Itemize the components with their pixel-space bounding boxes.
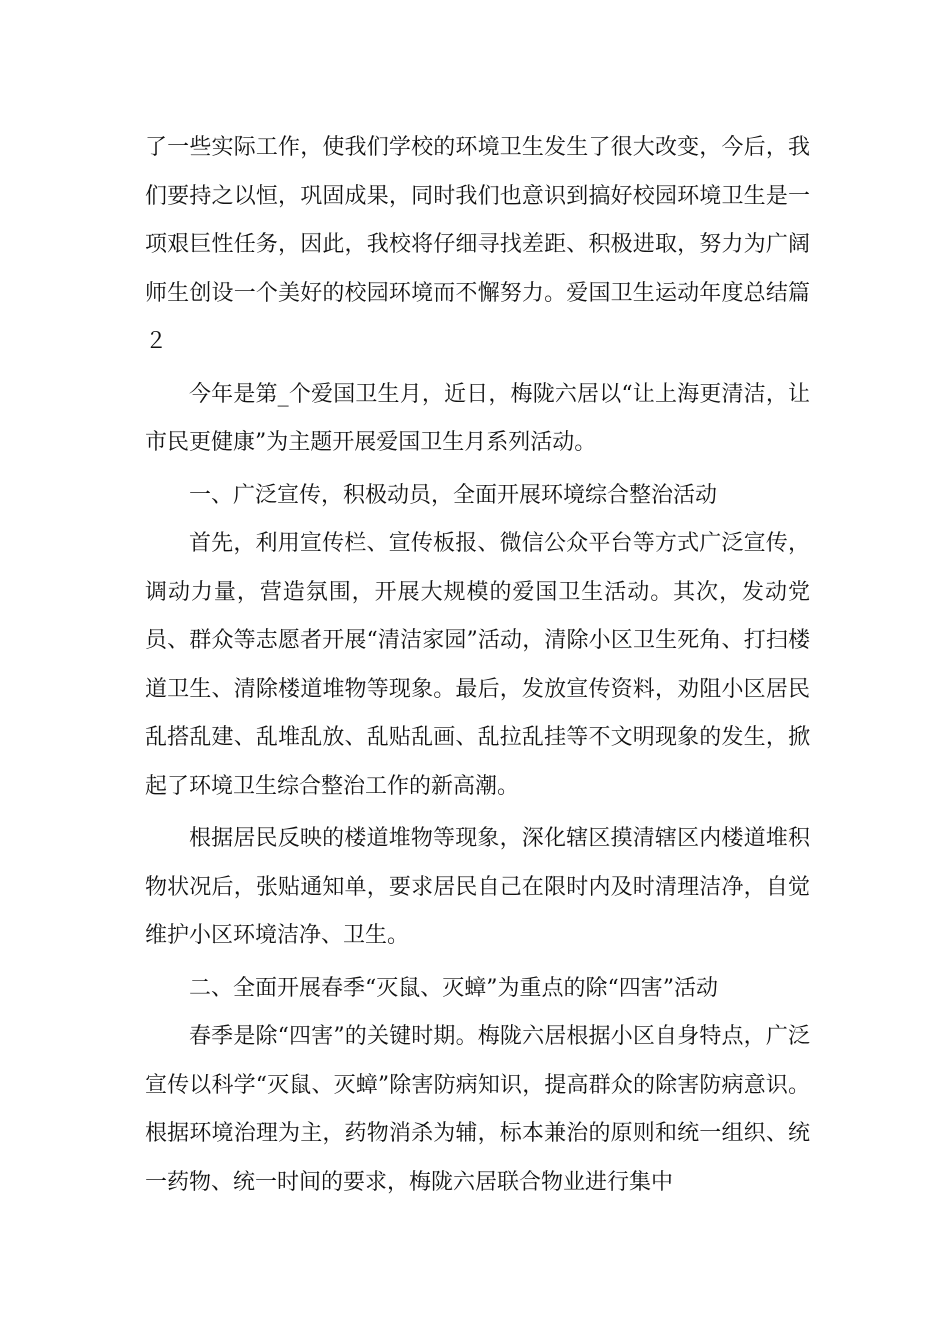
paragraph-continuation: 了一些实际工作，使我们学校的环境卫生发生了很大改变，今后，我们要持之以恒，巩固成果，同时我们也意识到搞好校园环境卫生是一项艰巨性任务，因此，我校将仔细寻找差距、积极进取，努力为广阔师生创设一个美好的校园环境而不懈努力。爱国卫生运动年度总结篇２ <box>145 135 810 354</box>
section-heading-1: 一、广泛宣传，积极动员，全面开展环境综合整治活动 <box>189 482 718 508</box>
paragraph-pest-control: 春季是除“四害”的关键时期。梅陇六居根据小区自身特点，广泛宣传以科学“灭鼠、灭蟑”除害防病知识，提高群众的除害防病意识。根据环境治理为主，药物消杀为辅，标本兼治的原则和统一组织、统一药物、统一时间的要求，梅陇六居联合物业进行集中 <box>145 1024 810 1195</box>
paragraph-publicity: 首先，利用宣传栏、宣传板报、微信公众平台等方式广泛宣传，调动力量，营造氛围，开展大规模的爱国卫生活动。其次，发动党员、群众等志愿者开展“清洁家园”活动，清除小区卫生死角、打扫楼道卫生、清除楼道堆物等现象。最后，发放宣传资料，劝阻小区居民乱搭乱建、乱堆乱放、乱贴乱画、乱拉乱挂等不文明现象的发生，掀起了环境卫生综合整治工作的新高潮。 <box>145 531 810 799</box>
document-body <box>145 124 810 1207</box>
paragraph-stairwell: 根据居民反映的楼道堆物等现象，深化辖区摸清辖区内楼道堆积物状况后，张贴通知单，要求居民自己在限时内及时清理洁净，自觉维护小区环境洁净、卫生。 <box>145 826 810 948</box>
section-heading-2: 二、全面开展春季“灭鼠、灭蟑”为重点的除“四害”活动 <box>189 975 718 1001</box>
paragraph-intro: 今年是第_个爱国卫生月，近日，梅陇六居以“让上海更清洁，让市民更健康”为主题开展爱国卫生月系列活动。 <box>145 381 810 455</box>
